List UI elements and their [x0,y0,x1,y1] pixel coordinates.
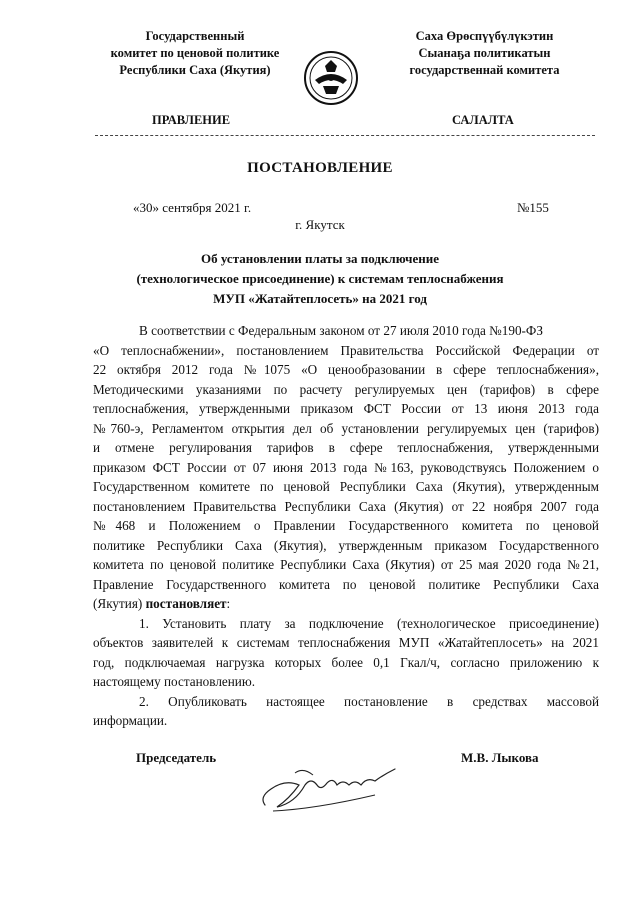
resolves-prefix: (Якутия) [93,596,146,611]
item1-line: объектов заявителей к системам теплоснабжения МУП «Жатайтеплосеть» на 2021 [93,635,599,650]
resolves-keyword: постановляет [145,596,227,611]
document-city: г. Якутск [295,217,345,232]
body-line: 22 октября 2012 года №1075 «О ценообразовании в сфере теплоснабжения», [93,362,599,377]
header-right-line: Сыанаҕа политикатын [418,46,551,60]
header-right-sakha [382,28,587,79]
body-line: Правление Государственного комитета по ценовой политике Республики Саха [93,576,599,592]
item1-line: 1. Установить плату за подключение (технологическое присоединение) [139,615,599,631]
signatory-role: Председатель [136,750,217,765]
coat-of-arms-icon [303,50,359,106]
header-right-line: государственнай комитета [409,63,560,77]
resolves-suffix: : [226,596,231,611]
body-line: и отмене регулирования тарифов в сфере теплоснабжения, утвержденными [93,440,599,455]
body-line: №760-э, Регламентом открытия дел об установлении регулируемых цен (тарифов) [93,420,599,436]
header-divider [95,135,595,136]
body-line: приказом ФСТ России от 07 июня 2013 года №163, руководствуясь Положением о [93,459,599,475]
subject-line: МУП «Жатайтеплосеть» на 2021 год [213,291,427,306]
subject-line: Об установлении платы за подключение [200,251,440,266]
handwritten-signature [255,755,415,815]
section-label-right: САЛАЛТА [452,113,514,127]
item1-line: год, подключаемая нагрузка которых более 0,1 Гкал/ч, согласно приложению к [93,654,599,670]
body-line: В соответствии с Федеральным законом от 27 июля 2010 года №190-ФЗ [139,323,543,338]
item2-line: 2. Опубликовать настоящее постановление в средствах массовой [139,693,599,709]
header-left-line: Государственный [145,29,245,43]
header-right-line: Саха Өрөспүүбүлүкэтин [415,29,554,43]
item2-line: информации. [93,713,168,728]
body-line: комитета по ценовой политике Республики Саха (Якутия) от 25 мая 2020 года №21, [93,557,599,572]
body-line: постановлением Правительства Республики Саха (Якутия) от 22 ноября 2007 года [93,498,599,514]
section-label-left: ПРАВЛЕНИЕ [152,113,231,127]
header-left-ru [80,28,310,79]
body-line: политике Республики Саха (Якутия), утвержденным приказом Государственного [93,537,599,553]
body-line: Методическими указаниями по расчету регулируемых цен (тарифов) в сфере [93,381,599,397]
body-line: №468 и Положением о Правлении Государственного комитета по ценовой [93,518,599,533]
document-title: ПОСТАНОВЛЕНИЕ [247,160,393,176]
header-left-line: комитет по ценовой политике [110,46,280,60]
subject-line: (технологическое присоединение) к системам теплоснабжения [136,271,504,286]
body-line: теплоснабжения, утвержденными приказом ФСТ России от 13 июня 2013 года [93,401,599,416]
header-left-line: Республики Саха (Якутия) [119,63,271,77]
item1-line: настоящему постановлению. [93,674,256,689]
body-line: Государственном комитете по ценовой Республики Саха (Якутия), утвержденным [93,479,599,494]
body-line-resolves [93,594,599,614]
document-subject [0,249,640,309]
document-number: №155 [517,200,549,215]
signatory-name: М.В. Лыкова [461,750,539,765]
body-line: «О теплоснабжении», постановлением Правительства Российской Федерации от [93,342,599,358]
document-body [93,321,599,731]
document-date: «30» сентября 2021 г. [133,200,252,215]
